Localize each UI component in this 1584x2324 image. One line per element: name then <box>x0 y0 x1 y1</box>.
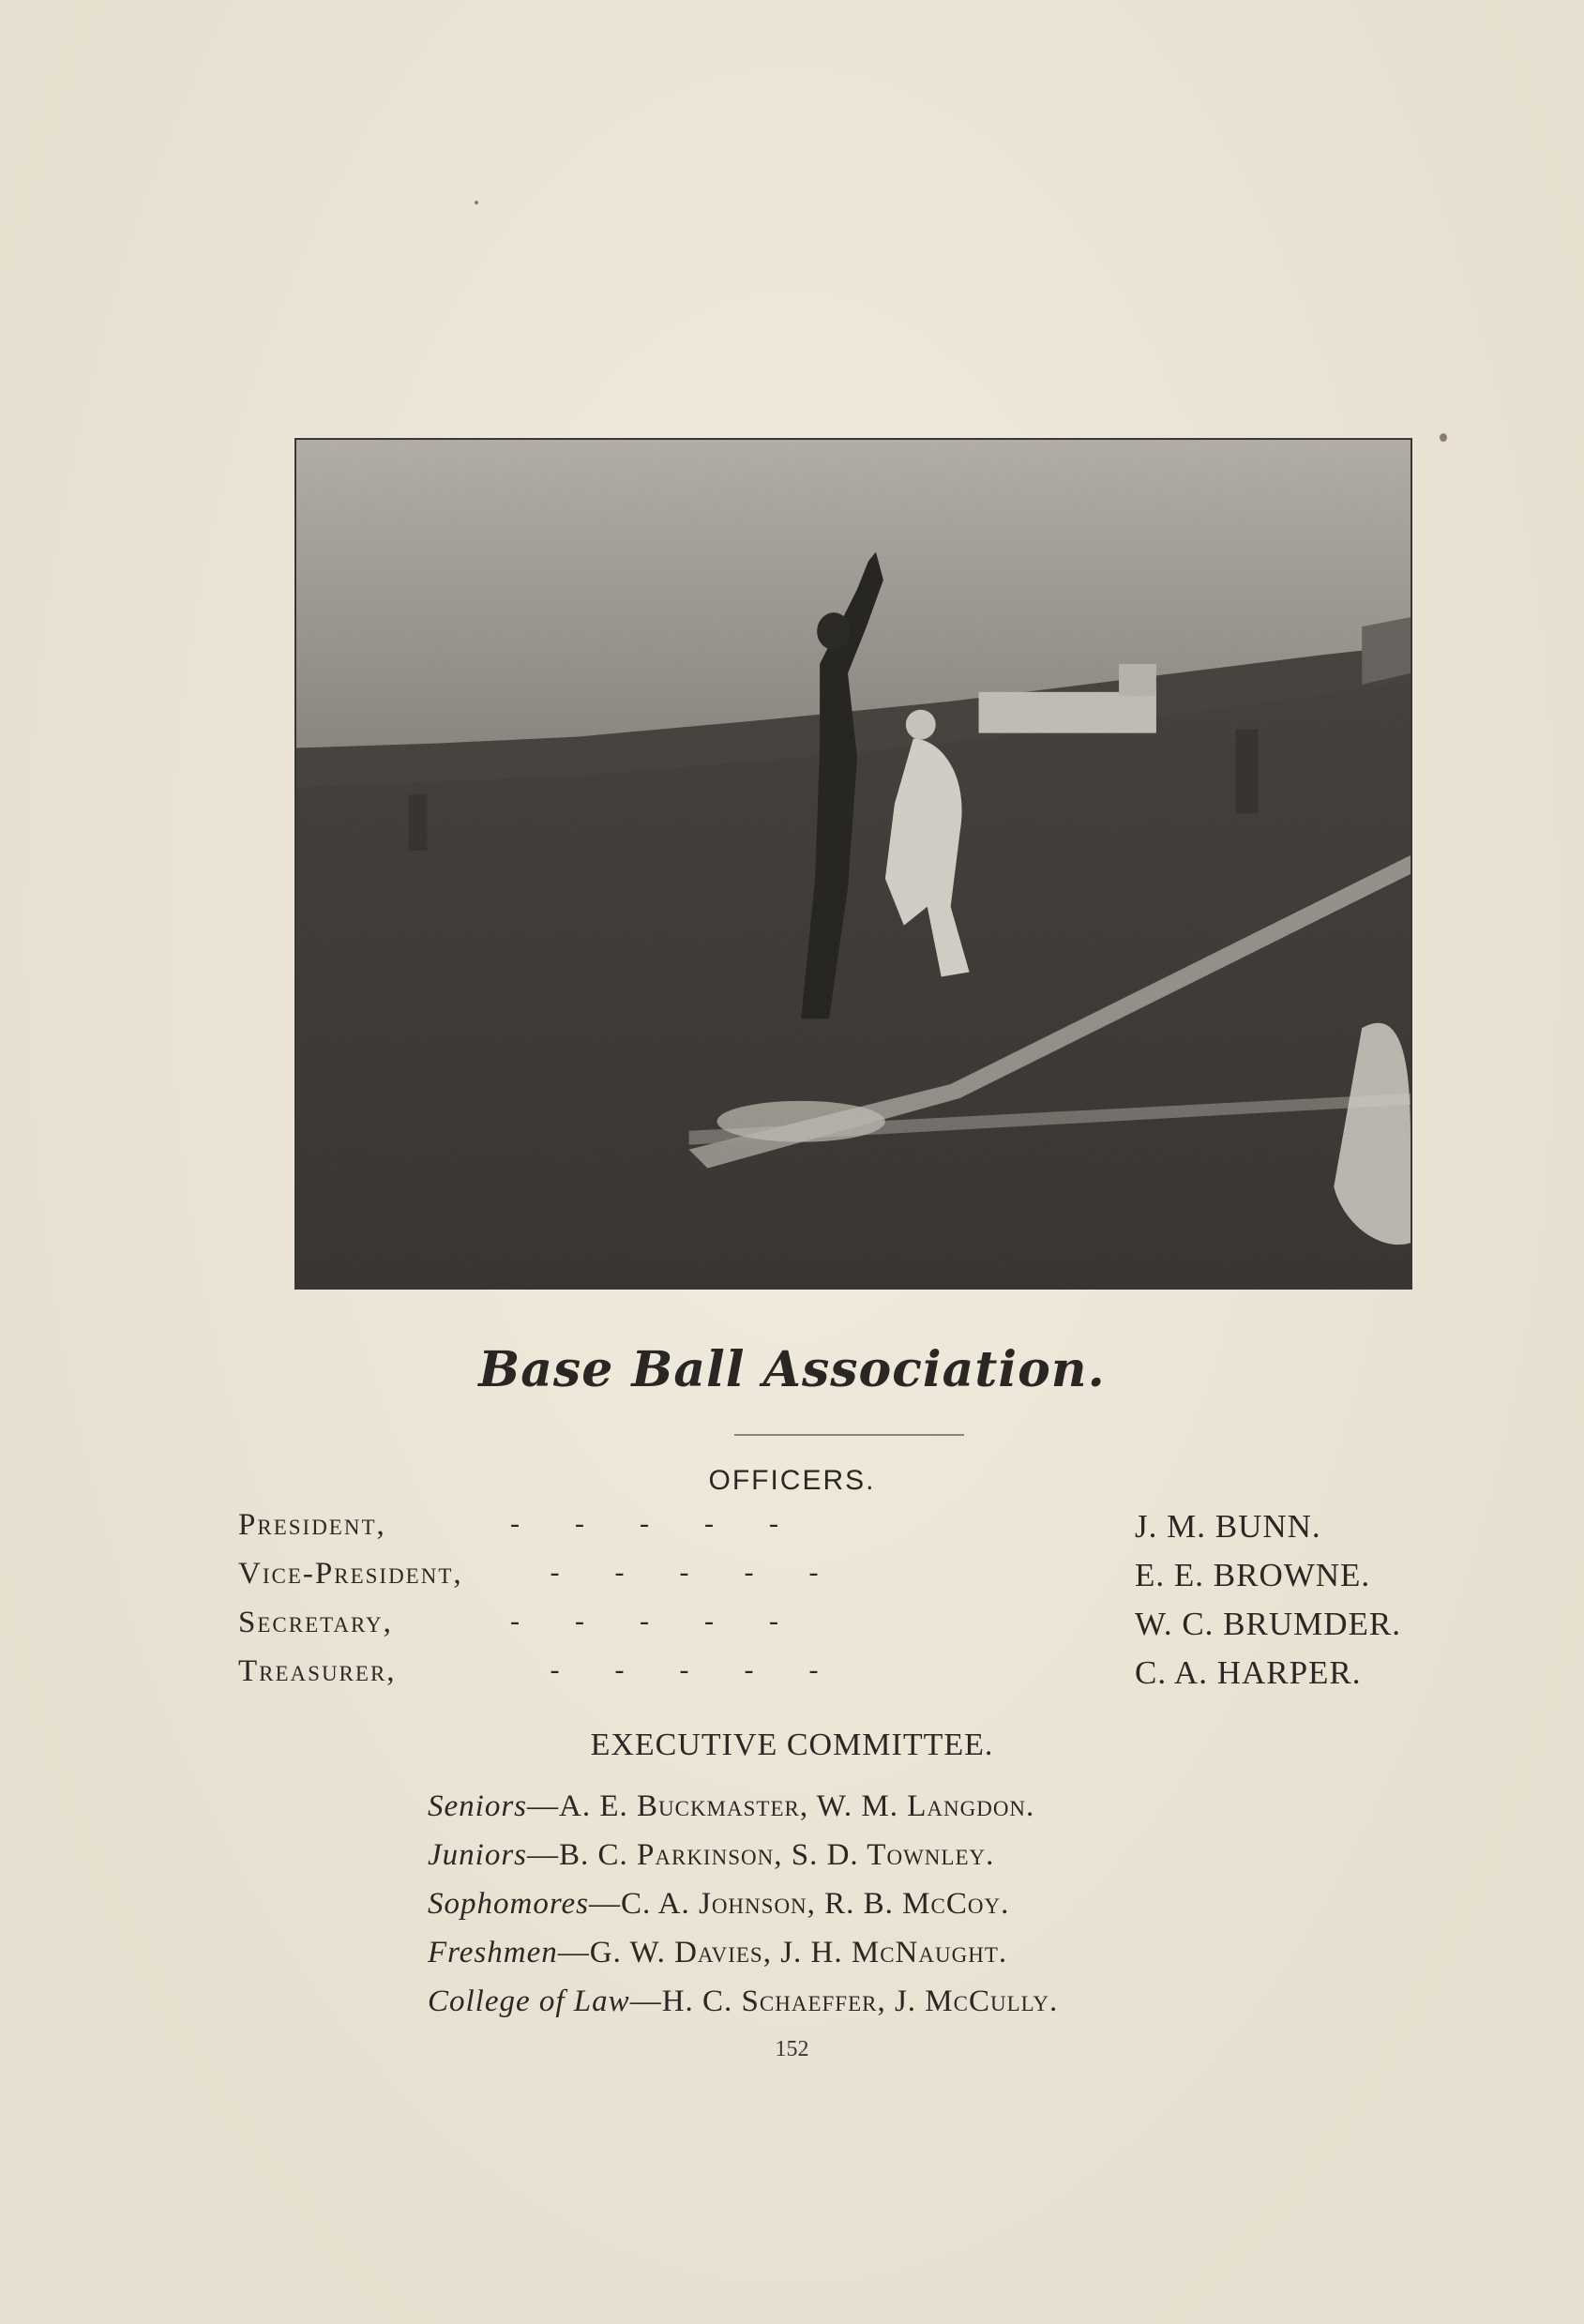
em-dash: — <box>629 1984 662 2018</box>
paper-speck <box>475 201 478 204</box>
committee-row-juniors <box>428 1838 1459 1887</box>
officer-role: Treasurer, <box>238 1654 397 1688</box>
baseball-photo <box>294 438 1412 1290</box>
class-name: Sophomores <box>428 1887 589 1921</box>
committee-members: B. C. Parkinson, S. D. Townley. <box>559 1838 995 1872</box>
leader-dashes: - - - - - <box>505 1654 821 1685</box>
em-dash: — <box>527 1789 559 1823</box>
officer-role: Vice-President, <box>238 1557 463 1591</box>
leader-dashes: - - - - - <box>510 1508 780 1539</box>
class-name: College of Law <box>428 1984 630 2018</box>
page-number: 152 <box>775 2037 809 2061</box>
officer-role: Secretary, <box>238 1606 393 1639</box>
committee-row-seniors <box>428 1789 1459 1838</box>
officers-heading: OFFICERS. <box>708 1465 876 1496</box>
officer-role: President, <box>238 1508 386 1542</box>
executive-committee-list <box>428 1789 1459 2033</box>
em-dash: — <box>527 1838 559 1872</box>
committee-members: A. E. Buckmaster, W. M. Langdon. <box>559 1789 1035 1823</box>
committee-row-freshmen <box>428 1936 1459 1984</box>
paper-speck <box>1440 433 1447 442</box>
committee-members: H. C. Schaeffer, J. McCully. <box>661 1984 1059 2018</box>
officer-name: W. C. BRUMDER. <box>1135 1606 1402 1642</box>
officer-row-vice-president <box>238 1557 1476 1606</box>
class-name: Juniors <box>428 1838 527 1872</box>
class-name: Seniors <box>428 1789 527 1823</box>
page-title: Base Ball Association. <box>478 1341 1106 1398</box>
committee-row-sophomores <box>428 1887 1459 1936</box>
officer-name: J. M. BUNN. <box>1135 1508 1321 1545</box>
committee-members: G. W. Davies, J. H. McNaught. <box>589 1936 1008 1969</box>
divider-rule <box>734 1434 964 1436</box>
officer-name: C. A. HARPER. <box>1135 1654 1362 1691</box>
officer-row-treasurer <box>238 1654 1476 1703</box>
officers-list <box>238 1508 1476 1703</box>
em-dash: — <box>588 1887 621 1921</box>
em-dash: — <box>557 1936 590 1969</box>
officer-name: E. E. BROWNE. <box>1135 1557 1371 1593</box>
committee-members: C. A. Johnson, R. B. McCoy. <box>620 1887 1010 1921</box>
committee-row-college-of-law <box>428 1984 1459 2033</box>
officer-row-secretary <box>238 1606 1476 1654</box>
class-name: Freshmen <box>428 1936 558 1969</box>
officer-row-president <box>238 1508 1476 1557</box>
leader-dashes: - - - - - <box>505 1557 821 1588</box>
leader-dashes: - - - - - <box>510 1606 780 1637</box>
baseball-photo-image <box>296 440 1411 1288</box>
executive-committee-heading: EXECUTIVE COMMITTEE. <box>590 1728 994 1762</box>
